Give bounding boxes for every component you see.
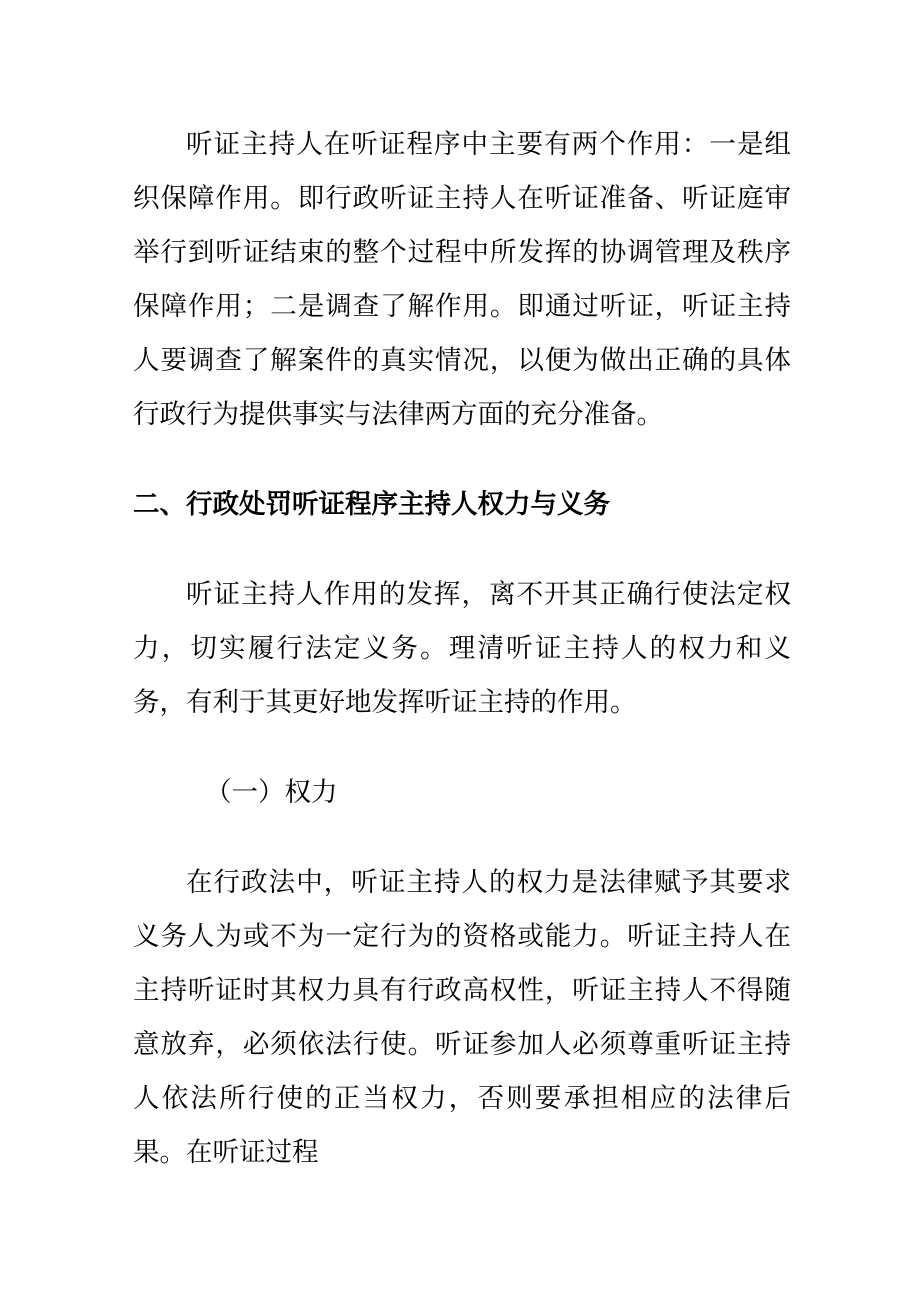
section-heading-powers-duties: 二、行政处罚听证程序主持人权力与义务	[133, 489, 610, 520]
paragraph-powers-duties-intro: 听证主持人作用的发挥，离不开其正确行使法定权力，切实履行法定义务。理清听证主持人的权力和义务，有利于其更好地发挥听证主持的作用。	[133, 579, 791, 718]
document-body	[133, 118, 791, 1180]
subheading-powers: （一）权力	[205, 777, 338, 808]
paragraph-powers-definition: 在行政法中，听证主持人的权力是法律赋予其要求义务人为或不为一定行为的资格或能力。听证主持人在主持听证时其权力具有行政高权性，听证主持人不得随意放弃，必须依法行使。听证参加人必须尊重听证主持人依法所行使的正当权力，否则要承担相应的法律后果。在听证过程	[133, 867, 791, 1168]
paragraph-hearing-host-roles: 听证主持人在听证程序中主要有两个作用：一是组织保障作用。即行政听证主持人在听证准备、听证庭审举行到听证结束的整个过程中所发挥的协调管理及秩序保障作用；二是调查了解作用。即通过听证，听证主持人要调查了解案件的真实情况，以便为做出正确的具体行政行为提供事实与法律两方面的充分准备。	[133, 129, 791, 430]
